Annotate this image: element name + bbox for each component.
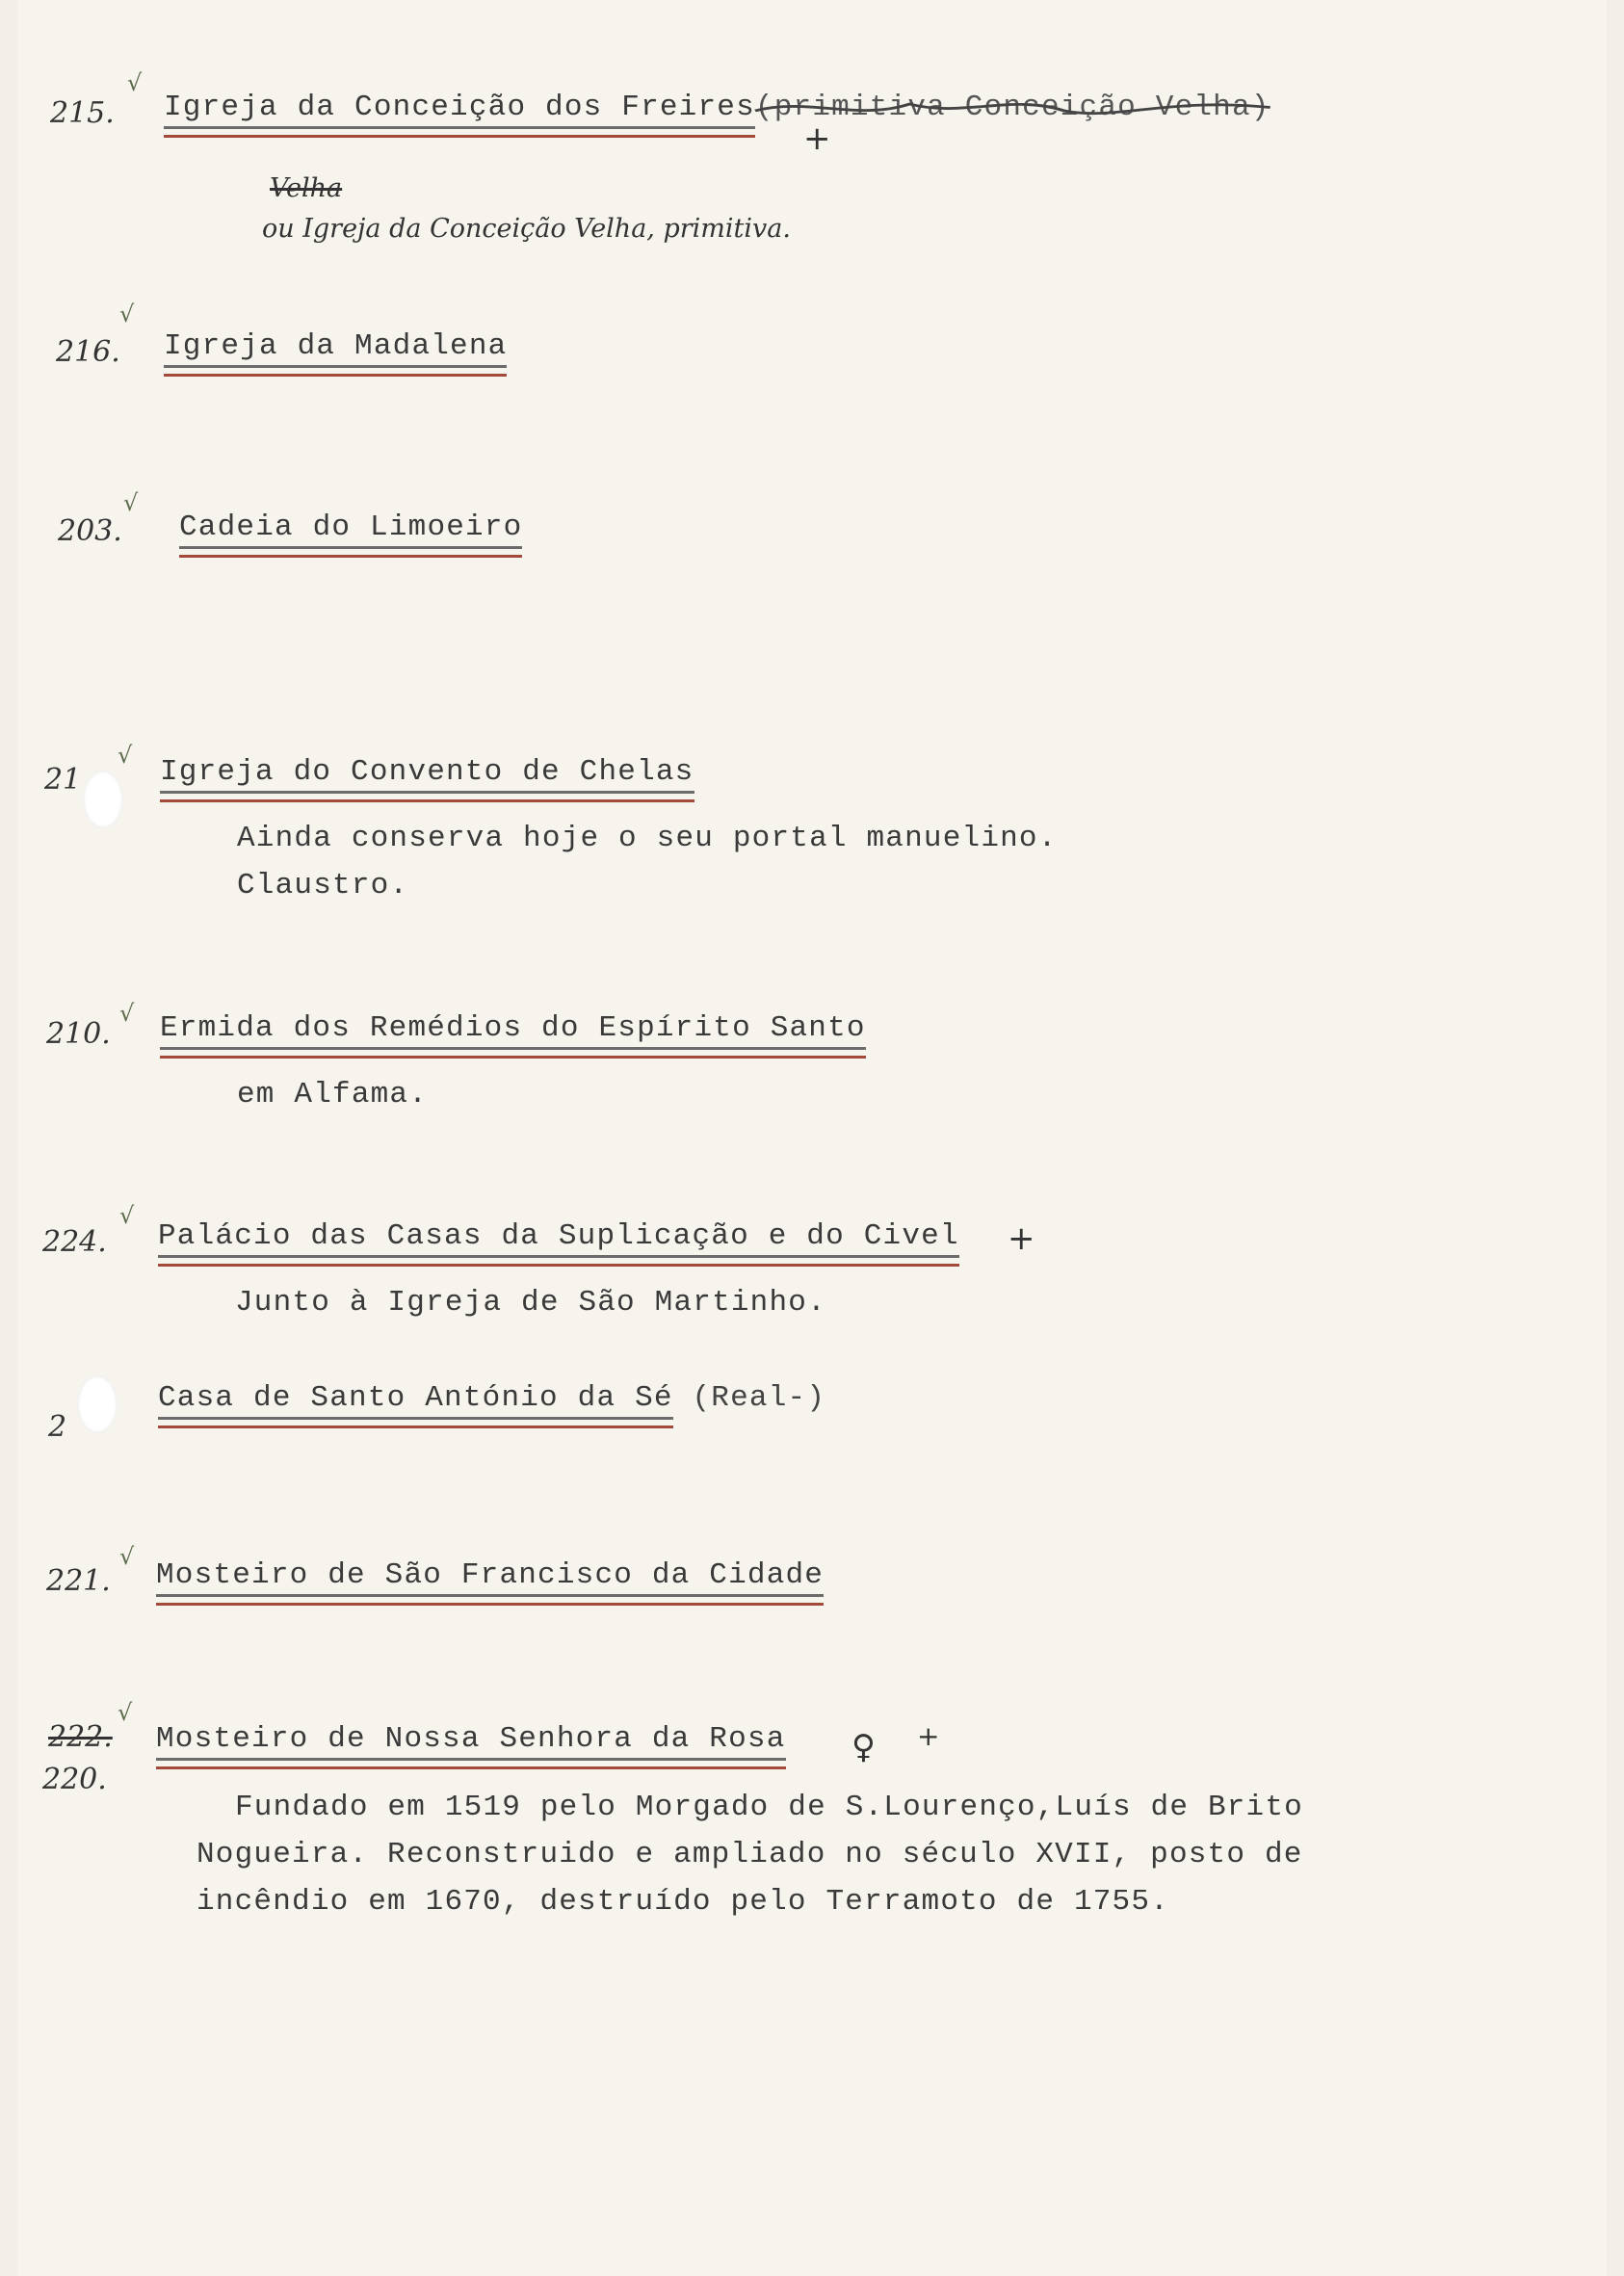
entry-title [164, 329, 507, 368]
entry-number-struck: 222. [48, 1720, 113, 1754]
check-tick-icon: √ [118, 742, 133, 769]
entry-description: Junto à Igreja de São Martinho. [235, 1286, 826, 1320]
title-text: Ermida dos Remédios do Espírito Santo [160, 1011, 866, 1050]
entry-description: em Alfama. [237, 1078, 429, 1112]
title-aside: (Real-) [692, 1381, 826, 1415]
strike-scribble [755, 91, 1270, 124]
entry-title [164, 91, 1270, 129]
entry-number: 216. [56, 335, 120, 369]
entry-description: Ainda conserva hoje o seu portal manuelino. Claustro. [237, 822, 1058, 903]
entry-title [160, 1011, 866, 1050]
check-tick-icon: √ [127, 69, 143, 96]
punch-hole-top [83, 771, 123, 828]
entry-number: 21 [44, 763, 82, 797]
entry-title [160, 755, 694, 794]
handwritten-struck: Velha [270, 173, 343, 203]
cross-mark: + [1008, 1219, 1035, 1258]
check-tick-icon: √ [119, 1543, 135, 1570]
title-text: Igreja do Convento de Chelas [160, 755, 694, 794]
check-tick-icon: √ [123, 489, 139, 516]
entry-title [158, 1219, 959, 1258]
handwritten-note: ou Igreja da Conceição Velha, primitiva. [262, 214, 791, 244]
entry-title [156, 1558, 824, 1597]
struck-aside: (primitiva Conceição Velha) [754, 91, 1270, 124]
cross-mark: + [803, 119, 831, 158]
cross-mark: + [917, 1720, 940, 1752]
entry-title [156, 1722, 786, 1761]
title-text: Mosteiro de São Francisco da Cidade [156, 1558, 824, 1597]
title-text: Igreja da Madalena [164, 329, 507, 368]
entry-title [179, 510, 522, 549]
title-text: Mosteiro de Nossa Senhora da Rosa [156, 1722, 786, 1761]
title-text: Casa de Santo António da Sé [158, 1381, 673, 1420]
check-tick-icon: √ [119, 1000, 135, 1027]
title-text: Palácio das Casas da Suplicação e do Civel [158, 1219, 959, 1258]
entry-number: 215. [50, 96, 115, 130]
punch-hole-bottom [77, 1375, 118, 1433]
check-tick-icon: √ [118, 1699, 133, 1726]
entry-number: 221. [46, 1564, 111, 1598]
entry-number-corrected: 220. [42, 1763, 107, 1796]
entry-number: 224. [42, 1225, 107, 1259]
title-text: Igreja da Conceição dos Freires [164, 91, 755, 129]
entry-number: 203. [58, 514, 122, 548]
check-tick-icon: √ [119, 301, 135, 327]
entry-title [158, 1381, 825, 1420]
entry-number: 2 [48, 1410, 67, 1444]
title-text: Cadeia do Limoeiro [179, 510, 522, 549]
entry-description: Fundado em 1519 pelo Morgado de S.Lourenço,Luís de Brito Nogueira. Reconstruido e ampliado no século XVII, posto de incêndio em 1670, destruído pelo Terramoto de 1755. [196, 1791, 1303, 1919]
check-tick-icon: √ [119, 1202, 135, 1229]
entry-number: 210. [46, 1017, 111, 1051]
female-symbol-mark: ♀ [851, 1728, 876, 1766]
